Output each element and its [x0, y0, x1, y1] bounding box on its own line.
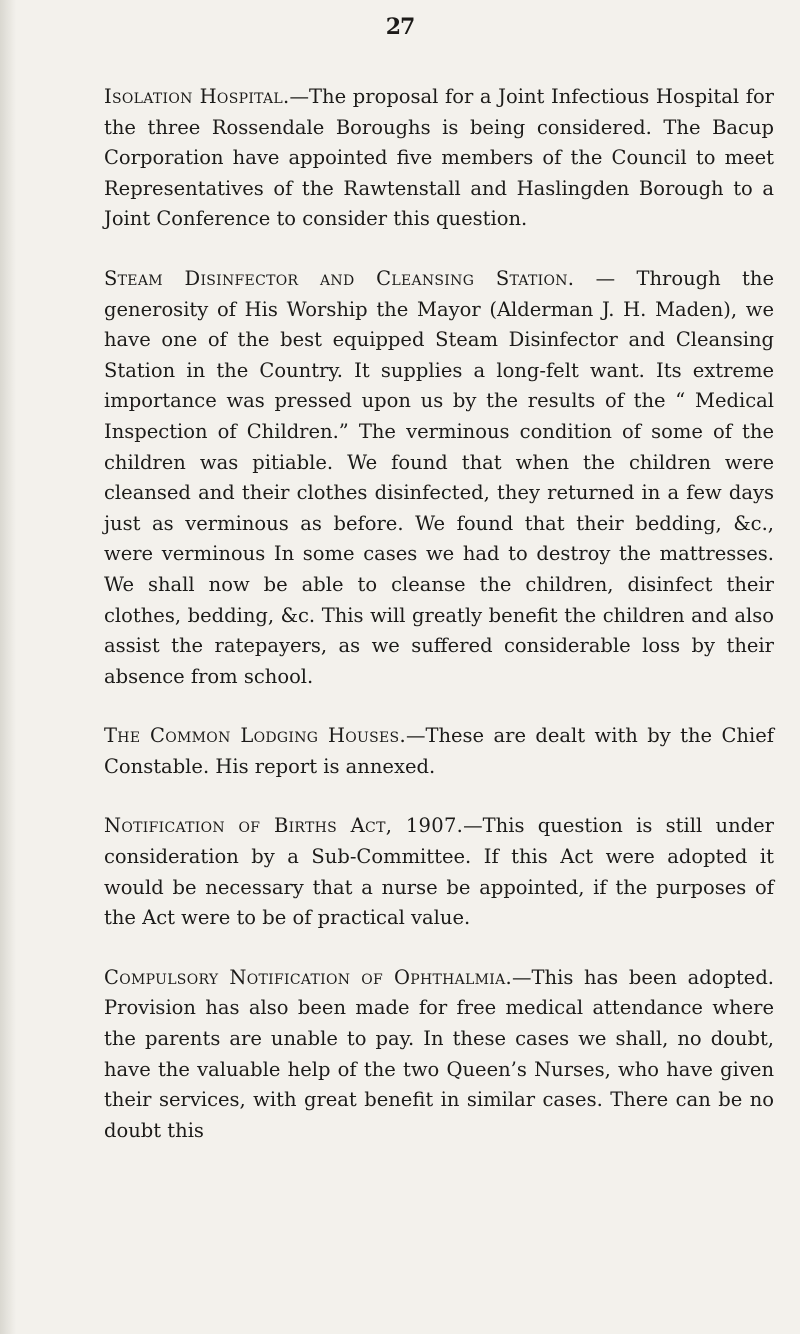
- paragraph-notification-of-births: [104, 811, 774, 933]
- paragraph-heading: Notification of Births Act, 1907.: [104, 814, 464, 838]
- paragraph-heading: Steam Disinfector and Cleansing Station.: [104, 266, 575, 290]
- paragraph-text: —This has been adopted. Provision has also been made for free medical attendance where the parents are unable to pay. In these cases we shall, no doubt, have the valuable help of the two Queen’s Nurses, who have given their services, with great benefit in similar cases. There can be no doubt this: [104, 965, 774, 1142]
- paragraph-steam-disinfector: [104, 264, 774, 692]
- paragraph-text: —This question is still under consideration by a Sub-Committee. If this Act were adopted it would be necessary that a nurse be appointed, if the purposes of the Act were to be of practical value.: [104, 814, 774, 930]
- paragraph-heading: Compulsory Notification of Ophthalmia.: [104, 965, 513, 989]
- paragraph-heading: Isolation Hospital.: [104, 85, 290, 108]
- paragraph-heading: The Common Lodging Houses.: [104, 724, 406, 748]
- paragraph-common-lodging-houses: [104, 721, 774, 782]
- page-number: 27: [385, 14, 415, 40]
- paragraph-text: —These are dealt with by the Chief Constable. His report is annexed.: [104, 724, 774, 778]
- paragraph-ophthalmia-notification: [104, 963, 774, 1147]
- paragraph-text: —The proposal for a Joint Infectious Hospital for the three Rossendale Boroughs is being considered. The Bacup Corporation have appointed five members of the Council to meet Representatives of the Rawtenstall and Haslingden Borough to a Joint Conference to consider this question.: [104, 85, 775, 231]
- paragraph-text: — Through the generosity of His Worship the Mayor (Alderman J. H. Maden), we have one of the best equipped Steam Disinfector and Cleansing Station in the Country. It supplies a long-felt want. Its extreme importance was pressed upon us by the results of the “ Medical Inspection of Children.” The verminous condition of some of the children was pitiable. We found that when the children were cleansed and their clothes disinfected, they returned in a few days just as verminous as before. We found that their bedding, &c., were verminous In some cases we had to destroy the mattresses. We shall now be able to cleanse the children, disinfect their clothes, bedding, &c. This will greatly benefit the children and also assist the ratepayers, as we suffered considerable loss by their absence from school.: [104, 266, 774, 688]
- paragraph-isolation-hospital: [104, 82, 774, 235]
- page-edge-shadow: [0, 0, 16, 1334]
- body-text: [104, 82, 774, 1175]
